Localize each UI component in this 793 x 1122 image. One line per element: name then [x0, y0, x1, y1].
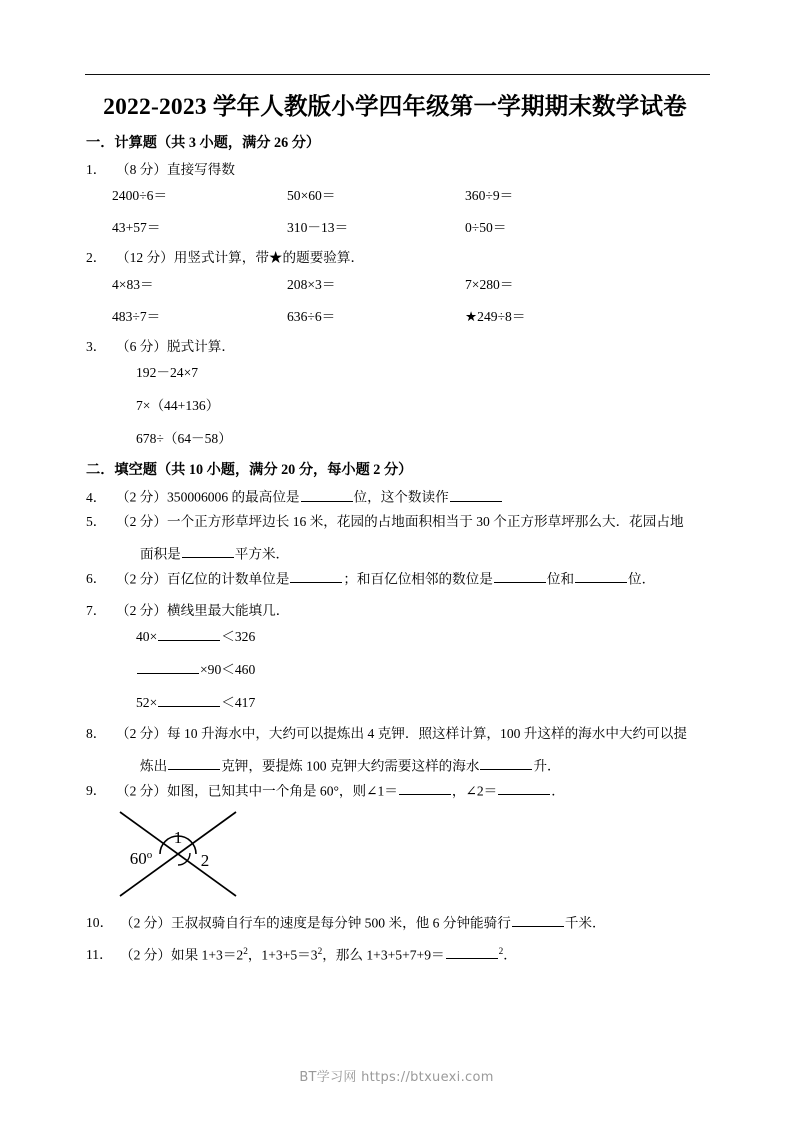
question-5-text-post: 平方米．: [234, 546, 290, 562]
question-1: [62, 160, 732, 180]
section-heading-fill-in-blank: 二．填空题（共 10 小题，满分 20 分，每小题 2 分）: [86, 462, 413, 479]
exponent: 2: [243, 945, 248, 956]
expression: 483÷7＝: [112, 308, 161, 324]
expression: 2400÷6＝: [112, 188, 168, 204]
question-10: [62, 913, 732, 934]
answer-blank[interactable]: [494, 569, 546, 584]
question-3-expression-3: 678÷（64－58）: [136, 431, 232, 447]
question-9-text-2: ，∠2＝: [451, 783, 498, 799]
expression: 208×3＝: [287, 276, 336, 292]
expression: 7×280＝: [465, 276, 514, 292]
expression: 636÷6＝: [287, 308, 336, 324]
question-7-inequality-3: [62, 691, 732, 711]
question-7-number: 7．: [86, 602, 107, 618]
angle-2-label: 2: [200, 850, 210, 870]
question-2-row-2: [62, 305, 732, 337]
question-6-text-2: ；和百亿位相邻的数位是: [343, 571, 493, 587]
answer-blank[interactable]: [399, 781, 451, 796]
question-3-prompt: （6 分）脱式计算．: [116, 338, 235, 354]
footer-watermark: BT学习网 https://btxuexi.com: [299, 1070, 494, 1085]
ineq-post: ＜326: [221, 629, 256, 645]
question-8-text-mid: 克钾，要提炼 100 克钾大约需要这样的海水: [221, 758, 480, 774]
question-6-number: 6．: [86, 571, 107, 587]
question-10-number: 10．: [86, 915, 114, 931]
expression: 50×60＝: [287, 188, 336, 204]
question-9-text-3: ．: [551, 783, 565, 799]
question-3-number: 3．: [86, 338, 107, 354]
ineq-pre: 40×: [136, 629, 158, 645]
question-5-line-1: （2 分）一个正方形草坪边长 16 米，花园的占地面积相当于 30 个正方形草坪那么大．花园占地: [116, 514, 684, 530]
question-8-line-2: [86, 756, 732, 777]
answer-blank[interactable]: [450, 487, 502, 502]
expression: 43+57＝: [112, 220, 161, 236]
answer-blank[interactable]: [158, 693, 220, 708]
exponent: 2: [317, 945, 323, 956]
answer-blank[interactable]: [446, 945, 498, 960]
question-8-text-post: 升．: [533, 758, 561, 774]
exponent: 2: [498, 945, 504, 956]
expression: 0÷50＝: [465, 220, 507, 236]
question-5-number: 5．: [86, 514, 107, 530]
expression: 360÷9＝: [465, 188, 514, 204]
answer-blank[interactable]: [137, 660, 199, 675]
question-4-text-2: 位，这个数读作: [353, 490, 449, 506]
question-10-text-1: （2 分）王叔叔骑自行车的速度是每分钟 500 米，他 6 分钟能骑行: [120, 915, 511, 931]
page-content: [62, 92, 732, 977]
question-7-prompt: （2 分）横线里最大能填几．: [116, 602, 290, 618]
ineq-post: ＜417: [221, 695, 256, 711]
question-2-row-1: [62, 273, 732, 305]
question-1-number: 1．: [86, 162, 107, 178]
question-6-text-4: 位．: [628, 571, 656, 587]
question-4-number: 4．: [86, 490, 107, 506]
question-5-line-2: [86, 544, 732, 565]
answer-blank[interactable]: [512, 913, 564, 928]
question-5: [62, 512, 732, 564]
section-heading-calculation: 一．计算题（共 3 小题，满分 26 分）: [86, 134, 321, 151]
question-1-prompt: （8 分）直接写得数: [116, 162, 235, 178]
answer-blank[interactable]: [575, 569, 627, 584]
answer-blank[interactable]: [480, 756, 532, 771]
question-2: [62, 248, 732, 268]
question-9-figure-wrapper: [62, 806, 732, 907]
question-11-number: 11．: [86, 947, 113, 963]
question-11-text-1: （2 分）如果 1+3＝2: [120, 947, 244, 963]
question-4: [62, 487, 732, 508]
question-9: [62, 781, 732, 802]
question-3: [62, 337, 732, 357]
question-8-text-pre: 炼出: [140, 758, 168, 774]
question-6-text-1: （2 分）百亿位的计数单位是: [116, 571, 290, 587]
expression-starred: ★249÷8＝: [465, 308, 526, 324]
angle-60-label: 60$^o$: [129, 848, 153, 868]
answer-blank[interactable]: [158, 627, 220, 642]
question-6-text-3: 位和: [546, 571, 575, 587]
question-4-text-1: （2 分）350006006 的最高位是: [116, 490, 300, 506]
question-6: [62, 569, 732, 590]
crossing-lines-angle-diagram: [108, 806, 258, 902]
ineq-post: ×90＜460: [200, 662, 256, 678]
question-2-number: 2．: [86, 250, 107, 266]
answer-blank[interactable]: [498, 781, 550, 796]
question-11-text-3: ，那么 1+3+5+7+9＝: [322, 947, 445, 963]
expression: 310－13＝: [287, 220, 349, 236]
question-8-number: 8．: [86, 726, 107, 742]
question-7: [62, 601, 732, 621]
question-7-inequality-1: [62, 625, 732, 645]
answer-blank[interactable]: [182, 544, 234, 559]
question-8-line-1: （2 分）每 10 升海水中，大约可以提炼出 4 克钾．照这样计算，100 升这样的海水中大约可以提: [116, 726, 687, 742]
angle-1-label: 1: [173, 827, 183, 847]
question-7-inequality-2: [62, 658, 732, 678]
expression: 4×83＝: [112, 276, 154, 292]
question-5-text-pre: 面积是: [140, 546, 181, 562]
question-10-text-2: 千米．: [564, 915, 606, 931]
question-9-text-1: （2 分）如图，已知其中一个角是 60°，则∠1＝: [116, 783, 398, 799]
answer-blank[interactable]: [290, 569, 342, 584]
header-divider: [85, 74, 710, 75]
question-11-text-4: ．: [503, 947, 517, 963]
ineq-pre: 52×: [136, 695, 158, 711]
question-2-prompt: （12 分）用竖式计算，带★的题要验算．: [116, 250, 365, 266]
question-1-row-1: [62, 184, 732, 216]
question-3-expression-2: 7×（44+136）: [136, 398, 220, 414]
answer-blank[interactable]: [168, 756, 220, 771]
answer-blank[interactable]: [301, 487, 353, 502]
page-title: 2022-2023 学年人教版小学四年级第一学期期末数学试卷: [103, 94, 687, 120]
question-8: [62, 724, 732, 776]
question-11-text-2: ，1+3+5＝3: [247, 947, 318, 963]
question-11: [62, 945, 732, 966]
question-1-row-2: [62, 216, 732, 248]
question-3-expression-1: 192－24×7: [136, 365, 199, 381]
question-9-number: 9．: [86, 783, 107, 799]
